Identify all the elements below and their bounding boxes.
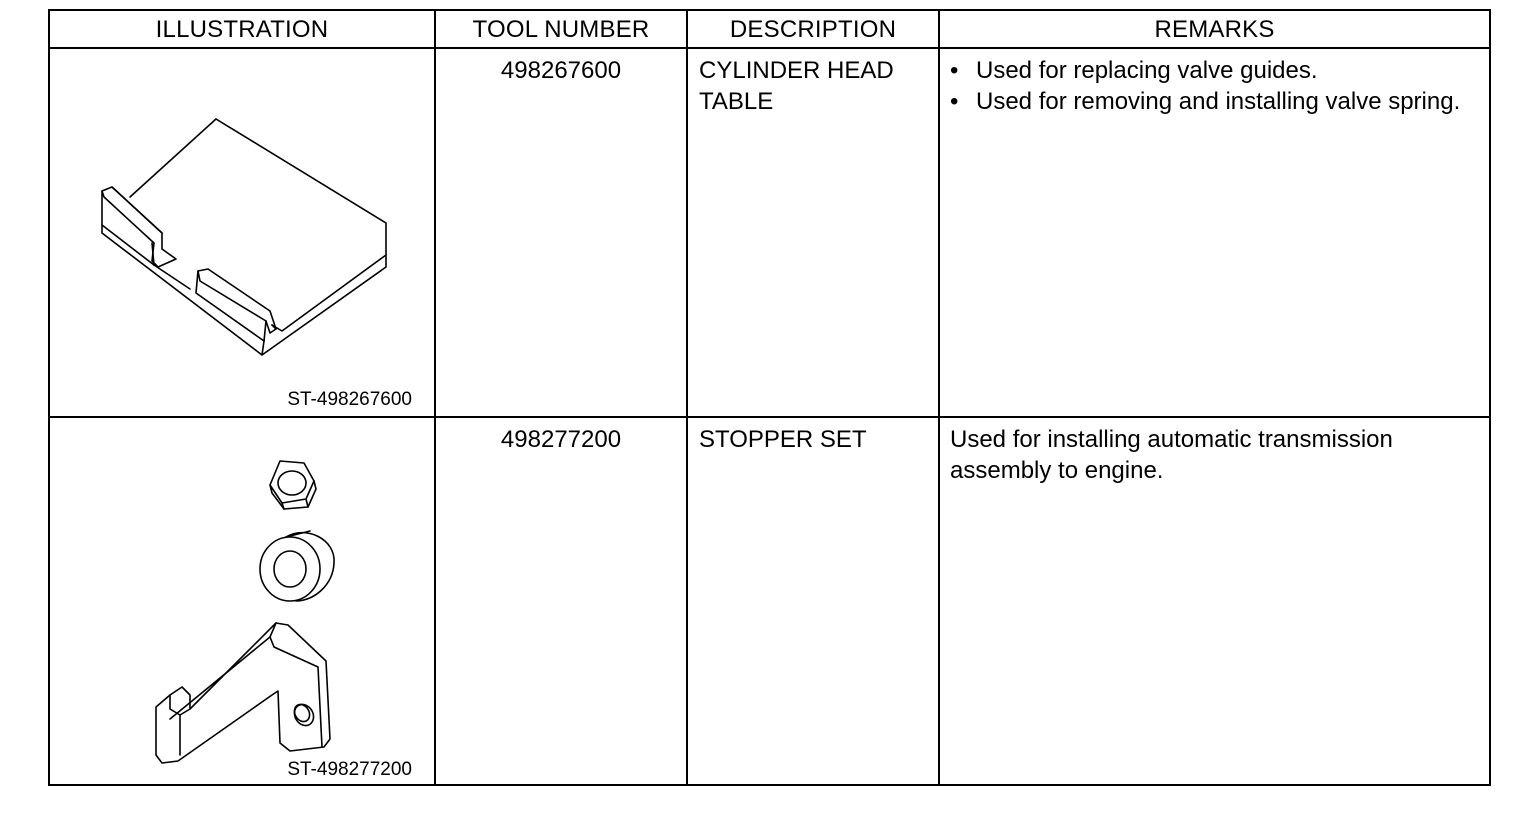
illustration-caption: ST-498267600	[287, 389, 412, 410]
description-line: TABLE	[699, 88, 774, 115]
description	[699, 55, 894, 117]
header-remarks: REMARKS	[1154, 16, 1275, 43]
tool-table	[48, 9, 1491, 786]
header-description: DESCRIPTION	[729, 16, 897, 43]
remarks	[950, 55, 1460, 117]
description	[699, 424, 867, 455]
tool-number: 498277200	[500, 426, 622, 453]
header-tool-number: TOOL NUMBER	[472, 16, 650, 43]
illustration-caption: ST-498277200	[287, 759, 412, 780]
column-divider	[938, 11, 940, 784]
column-divider	[686, 11, 688, 784]
column-divider	[434, 11, 436, 784]
remarks-line: Used for installing automatic transmission	[950, 426, 1393, 453]
stopper-set-icon	[140, 451, 360, 771]
remarks-line: assembly to engine.	[950, 457, 1164, 484]
tool-number: 498267600	[500, 57, 622, 84]
description-line: STOPPER SET	[699, 426, 867, 453]
remarks-bullet: • Used for removing and installing valve spring.	[950, 86, 1460, 117]
cylinder-head-table-icon	[90, 111, 390, 371]
remarks-bullet: • Used for replacing valve guides.	[950, 55, 1460, 86]
row-divider	[50, 416, 1489, 418]
header-illustration: ILLUSTRATION	[155, 16, 329, 43]
description-line: CYLINDER HEAD	[699, 57, 894, 84]
remarks	[950, 424, 1393, 486]
